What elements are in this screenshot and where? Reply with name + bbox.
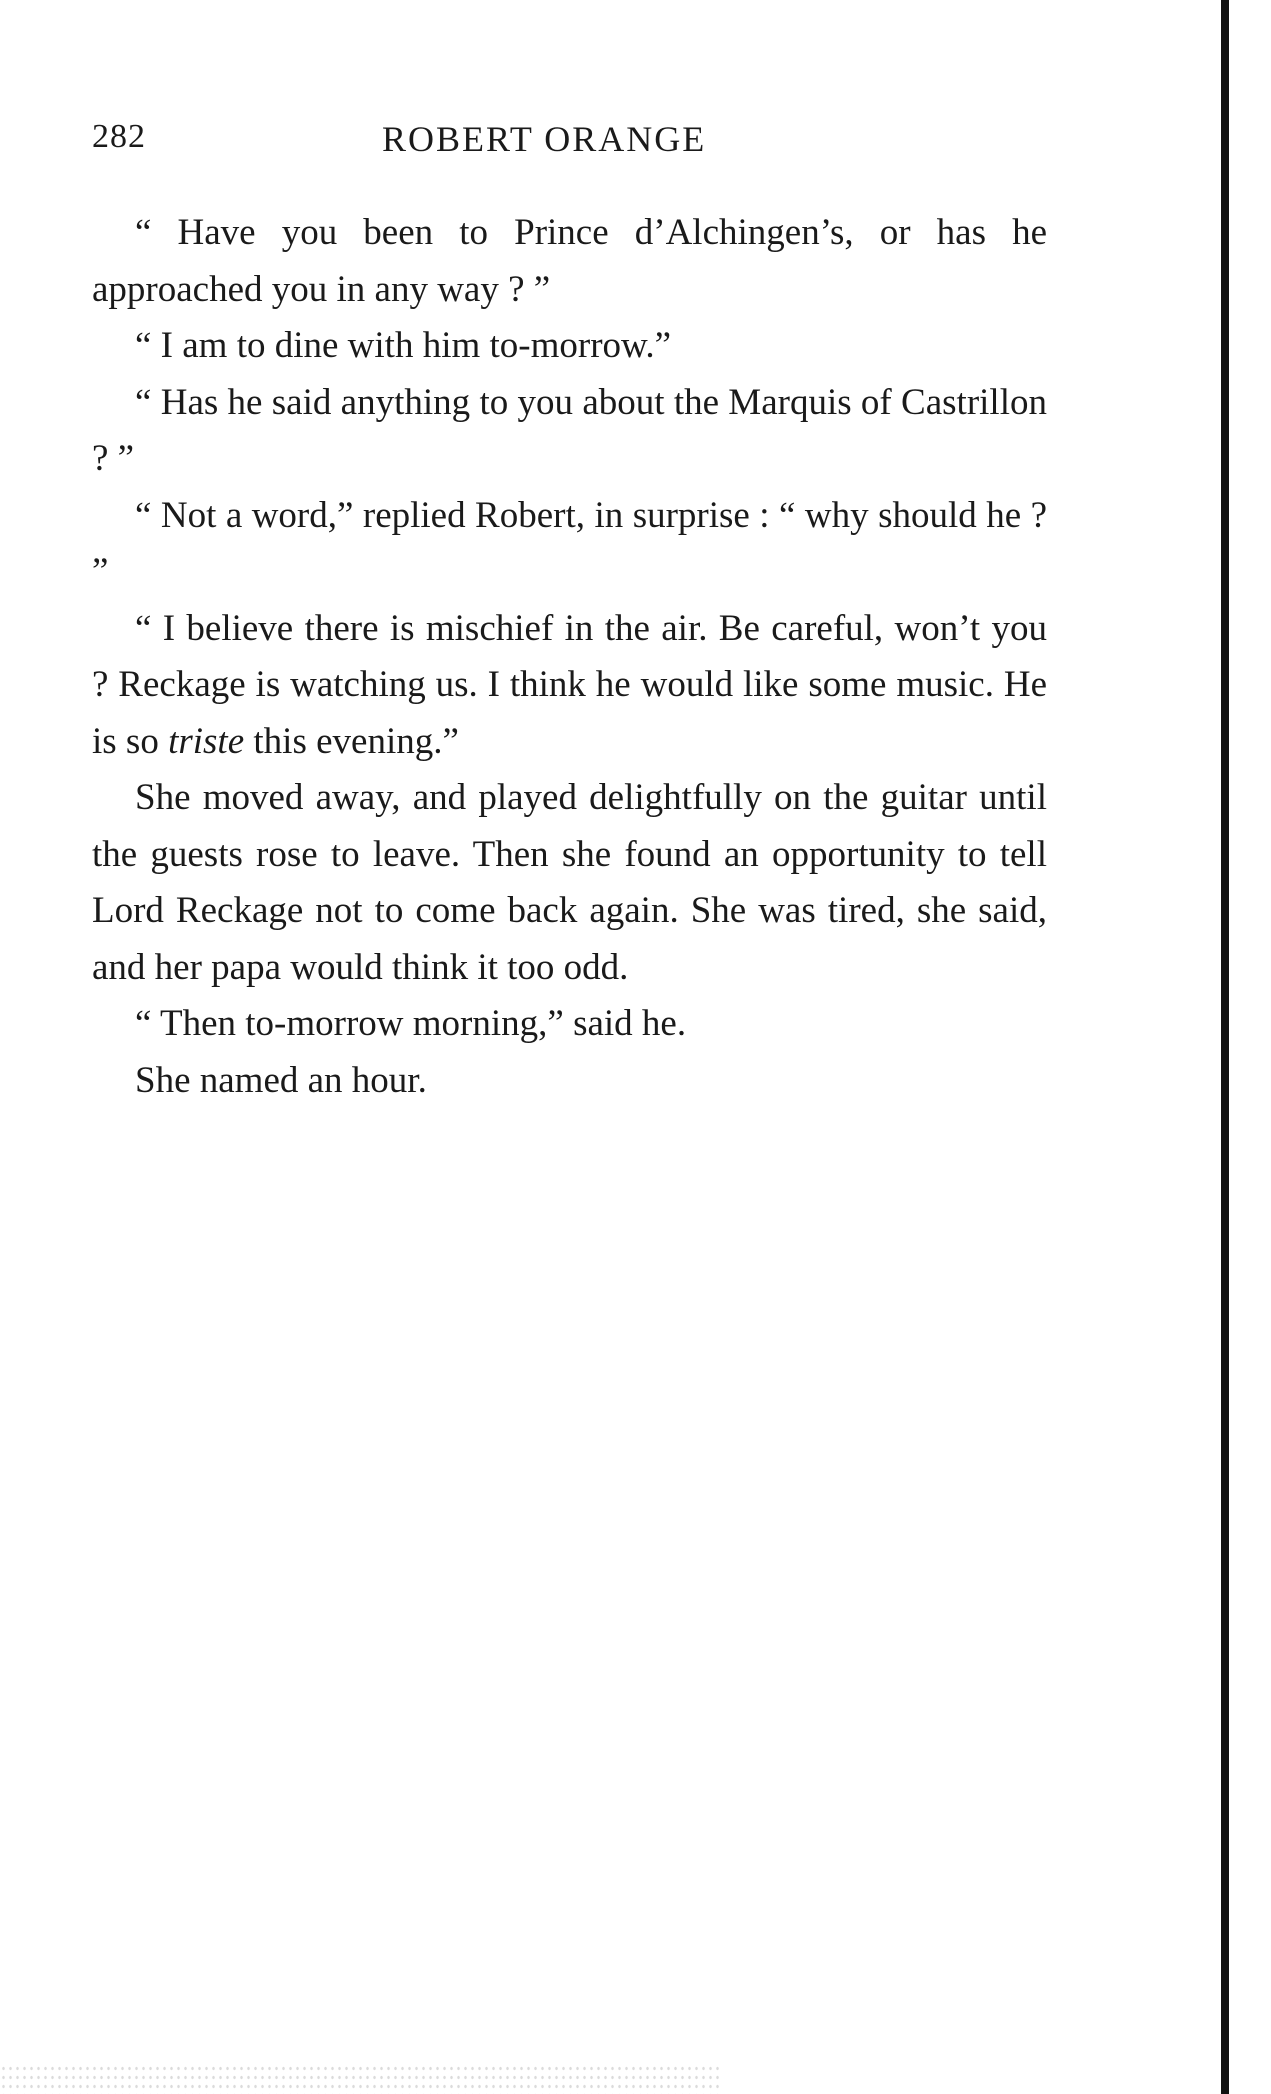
paragraph: “ I am to dine with him to-morrow.”	[135, 325, 672, 366]
paragraph: She named an hour.	[135, 1059, 427, 1101]
paragraph: “ Not a word,” replied Robert, in surprise : “ why should he ? ”	[92, 494, 1047, 592]
running-head: ROBERT ORANGE	[382, 119, 707, 159]
paragraph: “ Have you been to Prince d’Alchingen’s, or has he approached you in any way ? ”	[92, 212, 1047, 310]
paragraph-text: this evening.”	[244, 720, 459, 762]
paragraph: “ Has he said anything to you about the Marquis of Castrillon ? ”	[92, 381, 1047, 479]
body-text	[92, 205, 1047, 1109]
page-number: 282	[92, 118, 146, 155]
paragraph: “ Then to-morrow morning,” said he.	[135, 1003, 687, 1044]
page-header	[92, 118, 1047, 168]
scan-noise	[0, 2064, 720, 2094]
paragraph-text: “ I believe there is mischief in the air. Be careful, won’t you ? Reckage is watching us. I think he would like some music. He is so	[92, 607, 1047, 762]
binding-edge-shadow	[1221, 0, 1229, 2094]
paragraph: She moved away, and played delightfully on the guitar until the guests rose to leave. Then she found an opportunity to tell Lord Reckage not to come back again. She was tired, she said, and her papa would think it too odd.	[92, 777, 1047, 988]
emphasis-word: triste	[168, 720, 245, 762]
paragraph	[92, 601, 1047, 771]
